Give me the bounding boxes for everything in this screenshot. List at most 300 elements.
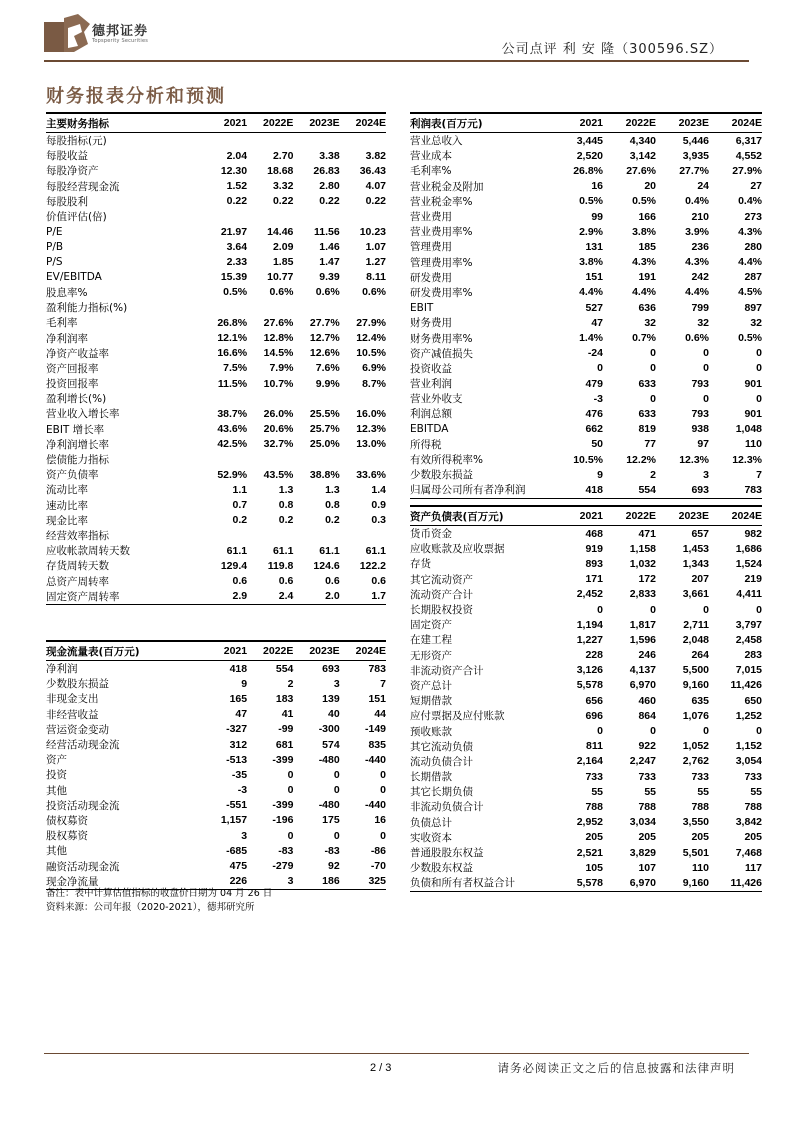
row-label: 应收账款及应收票据 — [410, 543, 505, 556]
row-label: 非流动负债合计 — [410, 801, 484, 814]
table-row — [410, 678, 762, 693]
row-label: 管理费用率% — [410, 256, 473, 269]
cell-value: 2.04 — [226, 149, 248, 162]
cell-value: 12.30 — [220, 164, 248, 177]
cell-value: 129.4 — [220, 559, 248, 572]
table-row — [410, 148, 762, 163]
cell-value: 43.5% — [263, 468, 294, 481]
row-label: 短期借款 — [410, 695, 452, 708]
cell-value: -300 — [318, 723, 340, 736]
cell-value: 1,152 — [735, 740, 762, 753]
row-label: 其它流动资产 — [410, 573, 473, 586]
cell-value: 12.8% — [263, 332, 294, 345]
cell-value: 1.27 — [365, 256, 386, 269]
table-title: 主要财务指标 — [46, 117, 109, 130]
footer-disclaimer: 请务必阅读正文之后的信息披露和法律声明 — [497, 1061, 735, 1075]
table-row — [46, 707, 386, 722]
row-label: 资产回报率 — [46, 362, 99, 375]
column-header: 2021 — [579, 510, 603, 522]
cell-value: 1,052 — [682, 740, 709, 753]
cell-value: 246 — [638, 649, 656, 662]
table-row — [410, 163, 762, 178]
cell-value: 2.33 — [226, 256, 248, 269]
row-label: 净利润率 — [46, 332, 88, 345]
page-number: 2 / 3 — [370, 1062, 392, 1074]
cell-value: 476 — [585, 407, 603, 420]
cell-value: -196 — [272, 814, 294, 827]
cell-value: -83 — [278, 844, 294, 857]
row-label: 每股经营现金流 — [46, 180, 120, 193]
row-label: 长期借款 — [410, 771, 452, 784]
row-label: 在建工程 — [410, 634, 452, 647]
row-label: 负债和所有者权益合计 — [410, 877, 515, 890]
header-divider — [44, 60, 749, 62]
table-header-row — [46, 640, 386, 661]
row-label: 净利润 — [46, 663, 78, 676]
table-row — [410, 602, 762, 617]
table-row — [46, 452, 386, 467]
cell-value: 5,501 — [682, 846, 709, 859]
row-label: 归属母公司所有者净利润 — [410, 484, 526, 497]
cell-value: 3 — [241, 829, 248, 842]
cell-value: 0 — [756, 603, 762, 616]
table-row — [46, 179, 386, 194]
cell-value: 10.5% — [573, 453, 603, 466]
cell-value: 635 — [691, 694, 709, 707]
table-row — [410, 845, 762, 860]
cell-value: 14.5% — [263, 347, 294, 360]
table-row — [46, 437, 386, 452]
table-row — [46, 543, 386, 558]
cell-value: 0.2 — [278, 514, 294, 527]
cell-value: 633 — [638, 377, 656, 390]
row-label: 资产 — [46, 754, 67, 767]
column-header: 2023E — [678, 510, 709, 522]
row-label: P/S — [46, 256, 63, 269]
cell-value: 205 — [691, 831, 709, 844]
cell-value: -440 — [364, 799, 386, 812]
cell-value: 20 — [644, 180, 656, 193]
cell-value: 283 — [744, 649, 762, 662]
cell-value: 475 — [229, 860, 248, 873]
cell-value: 788 — [585, 800, 603, 813]
cell-value: 287 — [744, 271, 762, 284]
cell-value: 16 — [374, 814, 386, 827]
cell-value: 1,252 — [735, 709, 762, 722]
cell-value: 0.6 — [325, 575, 340, 588]
cell-value: 242 — [691, 271, 709, 284]
cell-value: 6,970 — [629, 679, 656, 692]
cell-value: 1.46 — [319, 240, 340, 253]
cell-value: 0 — [650, 347, 656, 360]
cell-value: 0 — [703, 392, 709, 405]
cell-value: 43.6% — [217, 423, 248, 436]
cell-value: 92 — [328, 860, 340, 873]
table-row — [46, 737, 386, 752]
cell-value: 10.7% — [263, 377, 294, 390]
cell-value: 1,343 — [682, 557, 709, 570]
cell-value: 0 — [650, 725, 656, 738]
cell-value: 901 — [744, 407, 762, 420]
cell-value: 788 — [691, 800, 709, 813]
report-header: 公司点评 利 安 隆（300596.SZ） — [501, 42, 723, 57]
row-label: 固定资产 — [410, 619, 452, 632]
cell-value: 61.1 — [365, 544, 386, 557]
cell-value: 151 — [368, 692, 386, 705]
row-label: 偿债能力指标 — [46, 454, 109, 467]
cell-value: 13.0% — [356, 438, 386, 451]
cell-value: 2,452 — [576, 588, 603, 601]
cell-value: 2,520 — [576, 149, 603, 162]
cell-value: 2,164 — [576, 755, 603, 768]
cell-value: 3.8% — [632, 225, 656, 238]
cell-value: -399 — [272, 799, 294, 812]
balance-sheet-table — [410, 505, 762, 892]
row-label: 财务费用 — [410, 317, 452, 330]
cell-value: 0.5% — [632, 195, 656, 208]
cell-value: 2,762 — [682, 755, 709, 768]
cell-value: 4.3% — [632, 256, 656, 269]
cell-value: 636 — [638, 301, 656, 314]
row-label: 净资产收益率 — [46, 347, 109, 360]
cell-value: 1.4 — [371, 483, 386, 496]
cell-value: 10.77 — [267, 271, 294, 284]
cell-value: 36.43 — [359, 164, 386, 177]
row-label: 财务费用率% — [410, 332, 473, 345]
income-statement-table — [410, 112, 762, 499]
table-row — [410, 830, 762, 845]
cell-value: 733 — [744, 770, 762, 783]
cell-value: 3,661 — [682, 588, 709, 601]
cell-value: 25.0% — [309, 438, 340, 451]
cell-value: 61.1 — [319, 544, 340, 557]
table-title: 利润表(百万元) — [410, 117, 483, 130]
cell-value: 1,158 — [629, 542, 656, 555]
cell-value: 3,126 — [576, 664, 603, 677]
cell-value: 733 — [585, 770, 603, 783]
cell-value: 0 — [650, 362, 656, 375]
table-row — [46, 813, 386, 828]
brand-name: 德邦证券 — [92, 24, 149, 39]
column-header: 2024E — [731, 117, 762, 129]
cell-value: 40 — [328, 708, 340, 721]
cell-value: 207 — [691, 573, 709, 586]
row-label: 普通股股东权益 — [410, 847, 484, 860]
cell-value: 662 — [585, 423, 603, 436]
table-row — [410, 255, 762, 270]
cell-value: 3,797 — [735, 618, 762, 631]
cell-value: -99 — [278, 723, 294, 736]
cell-value: -480 — [318, 753, 340, 766]
row-label: 净利润增长率 — [46, 438, 109, 451]
table-row — [410, 346, 762, 361]
row-label: 投资回报率 — [46, 378, 99, 391]
cell-value: 12.3% — [679, 453, 709, 466]
column-header: 2022E — [625, 510, 656, 522]
cell-value: 6,317 — [735, 134, 762, 147]
cell-value: 4,137 — [629, 664, 656, 677]
table-row — [410, 406, 762, 421]
row-label: P/E — [46, 225, 63, 238]
source-line: 资料来源：公司年报（2020-2021），德邦研究所 — [46, 902, 255, 913]
table-row — [46, 722, 386, 737]
cell-value: 681 — [275, 738, 294, 751]
cell-value: 0.6 — [232, 575, 248, 588]
cell-value: 3,550 — [682, 816, 709, 829]
cell-value: 1.85 — [272, 256, 294, 269]
cell-value: 205 — [585, 831, 603, 844]
cell-value: 2.0 — [325, 590, 340, 603]
table-row — [46, 194, 386, 209]
table-row — [46, 589, 386, 605]
table-row — [46, 752, 386, 767]
row-label: EBITDA — [410, 423, 449, 436]
cell-value: 2,048 — [682, 633, 709, 646]
table-row — [46, 406, 386, 421]
cell-value: 788 — [638, 800, 656, 813]
table-row — [46, 163, 386, 178]
cell-value: 33.6% — [356, 468, 386, 481]
cell-value: 1.1 — [232, 483, 248, 496]
cell-value: 16.6% — [217, 347, 248, 360]
cell-value: 1.07 — [365, 240, 386, 253]
cell-value: 793 — [691, 407, 709, 420]
cell-value: 0 — [703, 362, 709, 375]
cell-value: 273 — [744, 210, 762, 223]
row-label: 融资活动现金流 — [46, 860, 120, 873]
table-row — [410, 769, 762, 784]
cell-value: 0 — [333, 784, 340, 797]
row-label: 投资 — [46, 769, 67, 782]
cell-value: 7 — [756, 468, 762, 481]
cell-value: 5,578 — [576, 679, 603, 692]
cell-value: 982 — [744, 527, 762, 540]
table-row — [46, 783, 386, 798]
cell-value: 25.7% — [309, 423, 340, 436]
cell-value: 0.22 — [226, 195, 248, 208]
cell-value: 20.6% — [263, 423, 294, 436]
cell-value: 0.8 — [278, 499, 294, 512]
table-row — [46, 255, 386, 270]
main-financial-indicators-table — [46, 112, 386, 605]
cell-value: 1,596 — [629, 633, 656, 646]
section-title: 财务报表分析和预测 — [46, 86, 226, 107]
cell-value: 0.7% — [632, 332, 656, 345]
note-line: 备注：表中计算估值指标的收盘价日期为 04 月 26 日 — [46, 888, 273, 899]
row-label: 存货周转天数 — [46, 560, 109, 573]
cell-value: 418 — [229, 662, 248, 675]
cell-value: 24 — [697, 180, 709, 193]
table-row — [46, 391, 386, 406]
cell-value: 210 — [691, 210, 709, 223]
cell-value: 11.5% — [217, 377, 248, 390]
cell-value: 811 — [586, 740, 603, 753]
table-row — [46, 513, 386, 528]
cell-value: 264 — [691, 649, 709, 662]
cell-value: 10.23 — [359, 225, 386, 238]
row-label: 研发费用率% — [410, 286, 473, 299]
row-label: 无形资产 — [410, 649, 452, 662]
cell-value: 122.2 — [359, 559, 386, 572]
cell-value: 0.9 — [371, 499, 386, 512]
cell-value: 12.6% — [309, 347, 340, 360]
cell-value: 3,054 — [735, 755, 762, 768]
cell-value: 0.4% — [738, 195, 762, 208]
cell-value: 0 — [703, 347, 709, 360]
cell-value: 693 — [322, 662, 340, 675]
row-label: 每股收益 — [46, 150, 88, 163]
cell-value: -83 — [324, 844, 340, 857]
cell-value: 12.2% — [626, 453, 656, 466]
cell-value: -149 — [364, 723, 386, 736]
cell-value: 2.9 — [232, 590, 248, 603]
table-row — [46, 133, 386, 148]
cell-value: 2,521 — [576, 846, 603, 859]
cell-value: 418 — [585, 483, 603, 496]
cell-value: 191 — [638, 271, 656, 284]
cell-value: 471 — [638, 527, 656, 540]
table-row — [46, 482, 386, 497]
cell-value: 280 — [744, 240, 762, 253]
cell-value: 799 — [691, 301, 709, 314]
cell-value: 55 — [644, 785, 656, 798]
cell-value: 9,160 — [682, 679, 709, 692]
cell-value: 0 — [756, 347, 762, 360]
cell-value: 25.5% — [309, 407, 340, 420]
row-label: 投资活动现金流 — [46, 799, 120, 812]
table-row — [46, 573, 386, 588]
cell-value: 788 — [744, 800, 762, 813]
cell-value: 172 — [638, 573, 656, 586]
cell-value: 27.6% — [626, 164, 656, 177]
table-row — [46, 858, 386, 873]
row-label: 研发费用 — [410, 271, 452, 284]
row-label: 股息率% — [46, 286, 88, 299]
cell-value: 175 — [322, 814, 340, 827]
cell-value: 50 — [591, 438, 603, 451]
cell-value: 4.3% — [738, 225, 762, 238]
table-row — [410, 754, 762, 769]
cell-value: 10.5% — [356, 347, 386, 360]
cell-value: 32.7% — [263, 438, 294, 451]
cell-value: 3 — [287, 875, 294, 888]
column-header: 2023E — [309, 645, 340, 657]
row-label: 现金净流量 — [46, 875, 99, 888]
row-label: 营业总收入 — [410, 135, 463, 148]
cell-value: 0 — [597, 725, 603, 738]
cell-value: 1,032 — [629, 557, 656, 570]
table-row — [410, 663, 762, 678]
cell-value: 7,468 — [735, 846, 762, 859]
table-row — [410, 617, 762, 632]
row-label: 长期股权投资 — [410, 604, 473, 617]
column-header: 2024E — [355, 645, 386, 657]
table-row — [46, 467, 386, 482]
cell-value: 922 — [638, 740, 656, 753]
cell-value: 3,142 — [629, 149, 656, 162]
cell-value: 9,160 — [682, 876, 709, 889]
cell-value: 6.9% — [362, 362, 386, 375]
table-row — [410, 179, 762, 194]
column-header: 2023E — [309, 117, 340, 129]
table-row — [410, 526, 762, 541]
row-label: 总资产周转率 — [46, 575, 109, 588]
cell-value: 9 — [597, 468, 603, 481]
cell-value: 105 — [585, 861, 603, 874]
table-row — [46, 528, 386, 543]
cell-value: 26.8% — [573, 164, 603, 177]
cell-value: 650 — [744, 694, 762, 707]
cell-value: 27.9% — [732, 164, 762, 177]
cell-value: 0.2 — [232, 514, 248, 527]
cell-value: 2,711 — [683, 618, 709, 631]
footer-divider — [44, 1053, 749, 1054]
cell-value: 554 — [275, 662, 294, 675]
row-label: 利润总额 — [410, 408, 452, 421]
cell-value: 1,048 — [735, 423, 762, 436]
cell-value: 901 — [744, 377, 762, 390]
table-row — [46, 676, 386, 691]
cell-value: 527 — [585, 301, 603, 314]
cell-value: 3.82 — [365, 149, 386, 162]
table-row — [410, 482, 762, 498]
row-label: 流动负债合计 — [410, 755, 473, 768]
cell-value: 0.22 — [365, 195, 386, 208]
cell-value: 2 — [650, 468, 656, 481]
row-label: 其他 — [46, 845, 67, 858]
row-label: 管理费用 — [410, 241, 452, 254]
table-row — [410, 632, 762, 647]
row-label: 其它长期负债 — [410, 786, 473, 799]
row-label: 应收帐款周转天数 — [46, 545, 130, 558]
table-row — [46, 376, 386, 391]
cell-value: 27.7% — [679, 164, 709, 177]
row-label: 营业外收支 — [410, 393, 463, 406]
cell-value: 0 — [650, 392, 656, 405]
cell-value: 4.07 — [365, 180, 386, 193]
cell-value: 11,426 — [730, 876, 762, 889]
table-row — [410, 648, 762, 663]
table-row — [410, 361, 762, 376]
row-label: P/B — [46, 240, 64, 253]
cell-value: 0.6 — [371, 575, 386, 588]
cell-value: 7.6% — [315, 362, 340, 375]
cell-value: 9.39 — [319, 271, 340, 284]
cell-value: 0.2 — [325, 514, 340, 527]
cell-value: 479 — [585, 377, 603, 390]
table-row — [410, 556, 762, 571]
cell-value: 9.9% — [315, 377, 340, 390]
column-header: 2022E — [625, 117, 656, 129]
table-row — [46, 300, 386, 315]
row-label: 现金比率 — [46, 514, 88, 527]
cell-value: 0 — [287, 784, 294, 797]
cell-value: 0 — [756, 725, 762, 738]
cell-value: 1.4% — [579, 332, 603, 345]
cell-value: 8.11 — [366, 271, 386, 284]
cell-value: 0.5% — [738, 332, 762, 345]
cell-value: 4.5% — [738, 286, 762, 299]
cell-value: 41 — [281, 708, 294, 721]
cell-value: 1,686 — [735, 542, 762, 555]
cell-value: 783 — [368, 662, 386, 675]
cell-value: 52.9% — [217, 468, 248, 481]
cell-value: 16.0% — [356, 407, 386, 420]
cell-value: 0 — [380, 784, 386, 797]
table-row — [410, 239, 762, 254]
cell-value: 61.1 — [272, 544, 294, 557]
cell-value: 0 — [756, 362, 762, 375]
